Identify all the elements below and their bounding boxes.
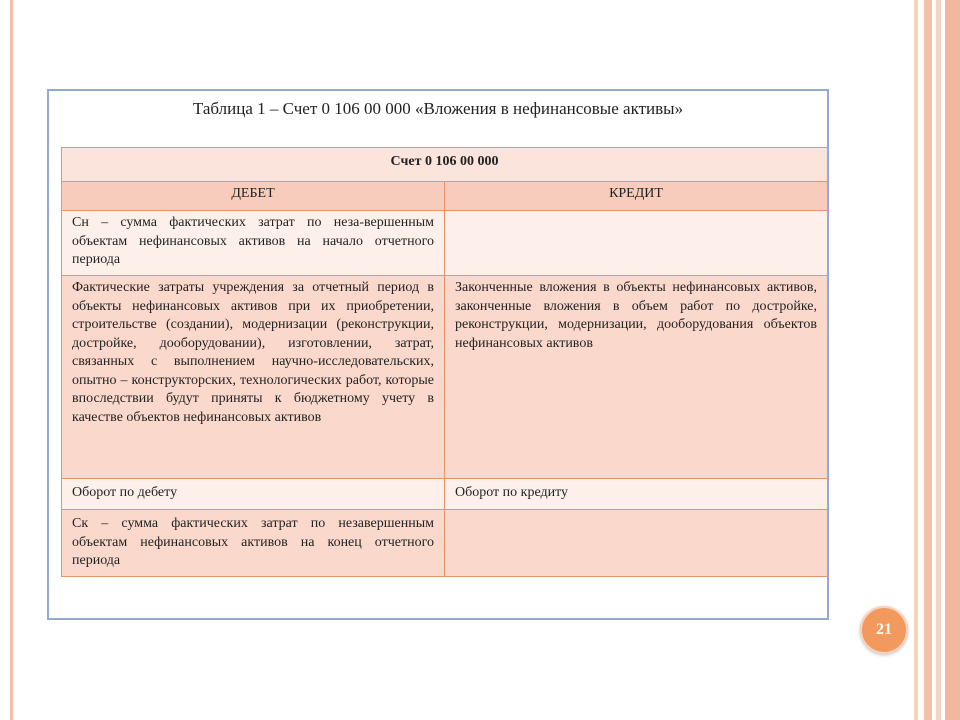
table-row [62, 479, 828, 510]
header-row [62, 182, 828, 211]
debit-cell: Сн – сумма фактических затрат по неза-вершенным объектам нефинансовых активов на начало отчетного периода [62, 211, 445, 276]
debit-header: ДЕБЕТ [62, 182, 445, 211]
credit-cell: Оборот по кредиту [445, 479, 828, 510]
table-row [62, 276, 828, 479]
credit-cell [445, 510, 828, 577]
right-decorative-stripes [914, 0, 960, 720]
table-row [62, 510, 828, 577]
account-row [62, 148, 828, 182]
slide-number-badge: 21 [860, 606, 908, 654]
debit-cell: Ск – сумма фактических затрат по незавершенным объектам нефинансовых активов на конец отчетного периода [62, 510, 445, 577]
left-decorative-rule [10, 0, 13, 720]
account-title: Счет 0 106 00 000 [62, 148, 828, 182]
credit-cell: Законченные вложения в объекты нефинансовых активов, законченные вложения в объем работ по достройке, реконструкции, модернизации, дооборудования объектов нефинансовых активов [445, 276, 828, 479]
credit-cell [445, 211, 828, 276]
debit-cell: Оборот по дебету [62, 479, 445, 510]
table-frame [47, 89, 829, 620]
table-row [62, 211, 828, 276]
account-table [61, 147, 828, 577]
debit-cell: Фактические затраты учреждения за отчетный период в объекты нефинансовых активов при их приобретении, строительстве (создании), модернизации (реконструкции, достройке, дооборудовании), изготовлении, затрат, связанных с выполнением научно-исследовательских, опытно – конструкторских, технологических работ, которые впоследствии будут приняты к бюджетному учету в качестве объектов нефинансовых активов [62, 276, 445, 479]
credit-header: КРЕДИТ [445, 182, 828, 211]
table-caption: Таблица 1 – Счет 0 106 00 000 «Вложения в нефинансовые активы» [192, 99, 684, 118]
